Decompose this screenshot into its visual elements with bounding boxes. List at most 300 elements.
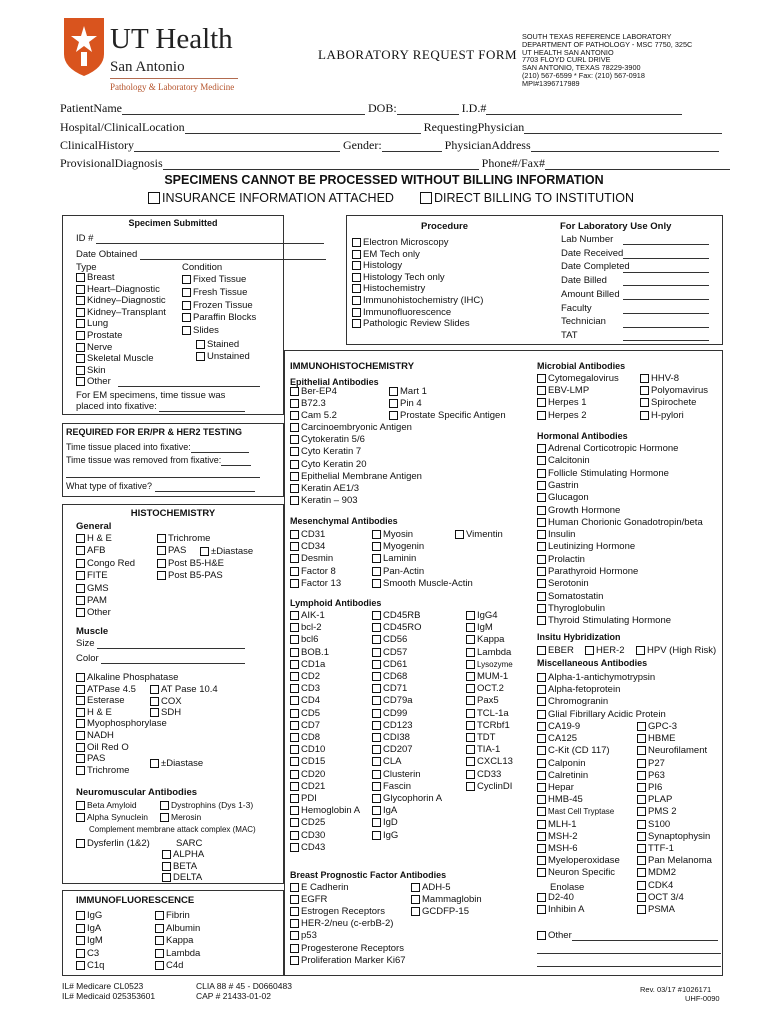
fascin-checkbox[interactable] [372, 781, 411, 792]
cd45ro-checkbox[interactable] [372, 622, 422, 633]
cd30-checkbox[interactable] [290, 830, 325, 841]
polyomavirus-checkbox[interactable] [640, 385, 708, 396]
cyclindi-label: CyclinDI [477, 780, 513, 792]
igg-checkbox[interactable] [372, 830, 398, 841]
slides-unstained-checkbox[interactable] [196, 351, 250, 362]
direct-billing-checkbox[interactable] [420, 191, 634, 205]
fixed-tissue-checkbox[interactable] [182, 274, 246, 285]
cd45rb-label: CD45RB [383, 610, 421, 621]
cdi38-checkbox[interactable] [372, 732, 410, 743]
alpha-synuclein-checkbox[interactable] [76, 812, 148, 823]
cd56-checkbox[interactable] [372, 634, 407, 645]
mlh-1-label: MLH-1 [548, 818, 577, 830]
cd1a-checkbox[interactable] [290, 659, 325, 670]
em-tech-only-checkbox[interactable] [352, 249, 420, 260]
histology-tech-only-checkbox[interactable] [352, 272, 445, 283]
inhibin-a-label: Inhibin A [548, 904, 585, 915]
hospital-field[interactable] [185, 122, 421, 134]
paraffin-blocks-label: Paraffin Blocks [193, 312, 257, 324]
pin-4-checkbox[interactable] [389, 398, 422, 409]
ttf-1-checkbox[interactable] [637, 843, 674, 854]
msh-2-checkbox[interactable] [537, 831, 578, 842]
cd21-checkbox[interactable] [290, 781, 325, 792]
cd3-checkbox[interactable] [290, 683, 320, 694]
iga-checkbox[interactable] [372, 805, 397, 816]
mum-1-checkbox[interactable] [466, 671, 508, 682]
bob-1-label: BOB.1 [301, 646, 329, 658]
address-line: DEPARTMENT OF PATHOLOGY - MSC 7750, 325C [522, 39, 693, 49]
hpv-label: HPV (High Risk) [647, 645, 717, 656]
erpr-placed-field[interactable] [191, 443, 249, 453]
footer-cap: CAP # 21433-01-02 [196, 991, 271, 1001]
billing-warning: SPECIMENS CANNOT BE PROCESSED WITHOUT BILLING INFORMATION [164, 173, 604, 187]
pathologic-review-slides-checkbox[interactable] [352, 318, 470, 329]
tat-field[interactable] [623, 331, 709, 341]
paraffin-blocks-checkbox[interactable] [182, 312, 256, 323]
skin-checkbox[interactable] [76, 365, 105, 376]
pdi-label: PDI [301, 793, 317, 804]
herpes-2-checkbox[interactable] [537, 410, 587, 421]
insulin-checkbox[interactable] [537, 529, 575, 540]
vimentin-checkbox[interactable] [455, 529, 503, 540]
histochemistry-checkbox[interactable] [352, 283, 425, 294]
gastrin-label: Gastrin [548, 479, 579, 491]
specimen-id-field[interactable] [96, 234, 324, 244]
ca125-checkbox[interactable] [537, 733, 577, 744]
synaptophysin-checkbox[interactable] [637, 831, 710, 842]
post-b5-pas-checkbox[interactable] [157, 570, 223, 581]
alkaline-phosphatase-checkbox[interactable] [76, 672, 178, 683]
keratin-903-checkbox[interactable] [290, 495, 358, 506]
ber-ep4-checkbox[interactable] [290, 386, 337, 397]
ca19-9-checkbox[interactable] [537, 721, 580, 732]
igg-checkbox[interactable] [76, 910, 102, 921]
smooth-muscle-actin-checkbox[interactable] [372, 578, 473, 589]
factor-13-checkbox[interactable] [290, 578, 341, 589]
nerve-checkbox[interactable] [76, 342, 112, 353]
igd-label: IgD [383, 817, 398, 829]
cd25-checkbox[interactable] [290, 817, 325, 828]
cdk4-checkbox[interactable] [637, 880, 673, 891]
immunohistochemistry-ihc-checkbox[interactable] [352, 295, 483, 306]
cd45rb-checkbox[interactable] [372, 610, 421, 621]
human-chorionic-gonadotropin-beta-checkbox[interactable] [537, 517, 703, 528]
cd99-label: CD99 [383, 707, 408, 719]
b72-3-checkbox[interactable] [290, 398, 326, 409]
ber-ep4-label: Ber-EP4 [301, 386, 337, 397]
post-b5-h-e-checkbox[interactable] [157, 558, 224, 569]
hmb-45-checkbox[interactable] [537, 794, 583, 805]
neuron-specific-checkbox[interactable] [537, 867, 615, 878]
beta-checkbox[interactable] [162, 861, 197, 872]
heart-diagnostic-checkbox[interactable] [76, 284, 160, 295]
cd10-checkbox[interactable] [290, 744, 325, 755]
lung-checkbox[interactable] [76, 318, 108, 329]
gms-checkbox[interactable] [76, 583, 109, 594]
glucagon-checkbox[interactable] [537, 492, 589, 503]
dystrophins-checkbox[interactable] [160, 800, 253, 811]
proliferation-marker-ki67-checkbox[interactable] [290, 955, 406, 966]
cd207-checkbox[interactable] [372, 744, 413, 755]
cd33-label: CD33 [477, 768, 502, 780]
cd15-checkbox[interactable] [290, 756, 325, 767]
myogenin-checkbox[interactable] [372, 541, 424, 552]
pan-melanoma-checkbox[interactable] [637, 855, 712, 866]
igg4-checkbox[interactable] [466, 610, 498, 621]
p53-label: p53 [301, 930, 317, 942]
trichrome-checkbox[interactable] [76, 765, 129, 776]
lambda-checkbox[interactable] [466, 647, 511, 658]
insurance-attached-checkbox[interactable] [148, 191, 394, 205]
cam-5-2-checkbox[interactable] [290, 410, 337, 421]
patient-name-field[interactable] [122, 103, 365, 115]
cd20-checkbox[interactable] [290, 769, 325, 780]
prolactin-label: Prolactin [548, 553, 585, 565]
oct-3-4-checkbox[interactable] [637, 892, 684, 903]
slides-checkbox[interactable] [182, 325, 219, 336]
color-line [76, 653, 245, 664]
parathyroid-hormone-checkbox[interactable] [537, 566, 638, 577]
cd123-checkbox[interactable] [372, 720, 413, 731]
faculty-field[interactable] [623, 304, 709, 314]
cyclindi-checkbox[interactable] [466, 781, 512, 792]
glial-fibrillary-acidic-protein-checkbox[interactable] [537, 709, 666, 720]
skeletal-muscle-checkbox[interactable] [76, 353, 154, 364]
muscle-pas-diastase-checkbox[interactable] [150, 758, 203, 769]
procedure-title: Procedure [421, 221, 468, 232]
cd2-label: CD2 [301, 671, 321, 682]
muscle-diastase-label: ±Diastase [161, 758, 204, 769]
carcinoembryonic-antigen-checkbox[interactable] [290, 422, 412, 433]
merosin-checkbox[interactable] [160, 812, 201, 823]
gastrin-checkbox[interactable] [537, 480, 579, 491]
immunofluorescence-label: Immunofluorescence [363, 306, 452, 318]
cd7-checkbox[interactable] [290, 720, 320, 731]
esterase-label: Esterase [87, 695, 125, 707]
fite-checkbox[interactable] [76, 570, 108, 581]
cox-checkbox[interactable] [150, 696, 182, 707]
cd2-checkbox[interactable] [290, 671, 320, 682]
lab-address [522, 33, 692, 88]
adh-5-checkbox[interactable] [411, 882, 451, 893]
trichrome-checkbox[interactable] [157, 533, 210, 544]
tcrbf1-checkbox[interactable] [466, 720, 510, 731]
synaptophysin-label: Synaptophysin [648, 830, 711, 842]
somatostatin-checkbox[interactable] [537, 591, 603, 602]
cd8-checkbox[interactable] [290, 732, 320, 743]
misc-other-field[interactable] [572, 931, 718, 941]
estrogen-receptors-checkbox[interactable] [290, 906, 385, 917]
tat-row [561, 330, 709, 341]
other-checkbox[interactable] [76, 607, 111, 618]
calponin-checkbox[interactable] [537, 758, 586, 769]
requesting-physician-field[interactable] [524, 122, 722, 134]
lab-number-field[interactable] [623, 235, 709, 245]
prostate-checkbox[interactable] [76, 330, 122, 341]
gcdfp-15-checkbox[interactable] [411, 906, 469, 917]
delta-checkbox[interactable] [162, 872, 202, 883]
alpha-1-antichymotrypsin-label: Alpha-1-antichymotrypsin [548, 672, 656, 683]
pdi-checkbox[interactable] [290, 793, 317, 804]
desmin-checkbox[interactable] [290, 553, 333, 564]
tcl-1a-checkbox[interactable] [466, 708, 509, 719]
s100-checkbox[interactable] [637, 819, 670, 830]
sdh-checkbox[interactable] [150, 707, 181, 718]
congo-red-checkbox[interactable] [76, 558, 135, 569]
neuron-specific-label: Neuron Specific [548, 867, 616, 879]
her2-ish-checkbox[interactable] [585, 645, 625, 656]
cytokeratin-5-6-checkbox[interactable] [290, 434, 365, 445]
thyroglobulin-label: Thyroglobulin [548, 602, 606, 614]
other-checkbox[interactable] [76, 376, 111, 387]
pan-actin-checkbox[interactable] [372, 566, 424, 577]
herpes-1-checkbox[interactable] [537, 397, 587, 408]
mart-1-checkbox[interactable] [389, 386, 427, 397]
ebv-lmp-label: EBV-LMP [548, 385, 590, 397]
lambda-checkbox[interactable] [155, 948, 200, 959]
p27-checkbox[interactable] [637, 758, 665, 769]
date-billed-row [561, 275, 709, 286]
physician-address-label: PhysicianAddress [444, 138, 531, 152]
date-obtained-field[interactable] [140, 250, 326, 260]
cd68-checkbox[interactable] [372, 671, 407, 682]
skeletal-muscle-label: Skeletal Muscle [87, 353, 154, 365]
other-type-line [118, 386, 260, 387]
color-field[interactable] [101, 654, 245, 664]
spirochete-checkbox[interactable] [640, 397, 696, 408]
slides-stained-checkbox[interactable] [196, 339, 239, 350]
atpase-4-5-checkbox[interactable] [76, 684, 136, 695]
c3-checkbox[interactable] [76, 948, 99, 959]
serotonin-checkbox[interactable] [537, 578, 589, 589]
h-pylori-checkbox[interactable] [640, 410, 684, 421]
oct-2-checkbox[interactable] [466, 683, 504, 694]
kappa-checkbox[interactable] [466, 634, 504, 645]
esterase-checkbox[interactable] [76, 695, 125, 706]
thyroglobulin-checkbox[interactable] [537, 603, 605, 614]
cytomegalovirus-checkbox[interactable] [537, 373, 619, 384]
growth-hormone-checkbox[interactable] [537, 505, 620, 516]
kidney-diagnostic-checkbox[interactable] [76, 295, 166, 306]
date-received-field[interactable] [623, 249, 709, 259]
aik-1-checkbox[interactable] [290, 610, 325, 621]
eber-checkbox[interactable] [537, 645, 574, 656]
specimen-id-label: ID # [76, 233, 94, 244]
cyto-keratin-7-checkbox[interactable] [290, 446, 361, 457]
hepar-checkbox[interactable] [537, 782, 574, 793]
physician-address-field[interactable] [531, 140, 719, 152]
clusterin-checkbox[interactable] [372, 769, 421, 780]
pan-melanoma-label: Pan Melanoma [648, 855, 712, 867]
myeloperoxidase-checkbox[interactable] [537, 855, 620, 866]
cd31-checkbox[interactable] [290, 529, 325, 540]
pan-actin-label: Pan-Actin [383, 565, 425, 577]
pas-checkbox[interactable] [157, 545, 186, 556]
mac-label: Complement membrane attack complex (MAC) [89, 825, 256, 834]
iga-label: IgA [383, 805, 398, 817]
kidney-transplant-checkbox[interactable] [76, 307, 166, 318]
cd4-checkbox[interactable] [290, 695, 320, 706]
alpha-fetoprotein-checkbox[interactable] [537, 684, 620, 695]
nadh-checkbox[interactable] [76, 730, 114, 741]
cla-checkbox[interactable] [372, 756, 401, 767]
calretinin-checkbox[interactable] [537, 770, 588, 781]
tia-1-checkbox[interactable] [466, 744, 500, 755]
msh-6-checkbox[interactable] [537, 843, 578, 854]
adrenal-corticotropic-hormone-checkbox[interactable] [537, 443, 678, 454]
glycophorin-a-checkbox[interactable] [372, 793, 442, 804]
c1q-checkbox[interactable] [76, 960, 104, 971]
cd99-checkbox[interactable] [372, 708, 407, 719]
pam-checkbox[interactable] [76, 595, 107, 606]
her-2-neu-c-erbb-2-checkbox[interactable] [290, 918, 393, 929]
h-e-label: H & E [87, 706, 112, 718]
dob-field[interactable] [397, 103, 459, 115]
iga-checkbox[interactable] [76, 923, 101, 934]
erpr-removed-field[interactable] [221, 456, 251, 466]
electron-microscopy-checkbox[interactable] [352, 237, 449, 248]
misc-other-checkbox[interactable] [537, 930, 718, 941]
hhv-8-checkbox[interactable] [640, 373, 679, 384]
h-e-checkbox[interactable] [76, 707, 112, 718]
leutinizing-hormone-checkbox[interactable] [537, 541, 635, 552]
histology-checkbox[interactable] [352, 260, 402, 271]
kappa-checkbox[interactable] [155, 935, 193, 946]
psma-checkbox[interactable] [637, 904, 675, 915]
alpha-checkbox[interactable] [162, 849, 204, 860]
oct-3-4-label: OCT 3/4 [648, 891, 684, 903]
diagnosis-field[interactable] [163, 158, 479, 170]
clinical-history-field[interactable] [134, 140, 340, 152]
erpr-fixative-field[interactable] [155, 482, 255, 492]
gpc-3-checkbox[interactable] [637, 721, 677, 732]
em-fixative-time-field[interactable] [159, 402, 245, 412]
cd5-checkbox[interactable] [290, 708, 320, 719]
id-field[interactable] [486, 103, 682, 115]
pi6-checkbox[interactable] [637, 782, 662, 793]
mast-cell-tryptase-label: Mast Cell Tryptase [548, 807, 615, 817]
dysferlin-checkbox[interactable] [76, 838, 150, 849]
inhibin-a-checkbox[interactable] [537, 904, 584, 915]
igm-checkbox[interactable] [466, 622, 493, 633]
hpv-checkbox[interactable] [636, 645, 716, 656]
misc-other-line-2 [537, 953, 721, 954]
pas-diastase-checkbox[interactable] [200, 546, 253, 557]
phone-fax-field[interactable] [545, 158, 730, 170]
tcrbf1-label: TCRbf1 [477, 719, 510, 731]
d2-40-checkbox[interactable] [537, 892, 574, 903]
fresh-tissue-checkbox[interactable] [182, 287, 247, 298]
mammaglobin-checkbox[interactable] [411, 894, 482, 905]
diagnosis-label: ProvisionalDiagnosis [60, 156, 163, 170]
pms-2-checkbox[interactable] [637, 806, 677, 817]
date-billed-field[interactable] [623, 276, 709, 286]
fibrin-checkbox[interactable] [155, 910, 190, 921]
size-field[interactable] [97, 639, 245, 649]
general-label: General [76, 521, 112, 532]
calcitonin-checkbox[interactable] [537, 455, 590, 466]
chromogranin-checkbox[interactable] [537, 696, 608, 707]
technician-field[interactable] [623, 318, 709, 328]
at-pase-10-4-checkbox[interactable] [150, 684, 218, 695]
frozen-tissue-checkbox[interactable] [182, 300, 253, 311]
factor-8-checkbox[interactable] [290, 566, 336, 577]
c4d-checkbox[interactable] [155, 960, 183, 971]
tdt-checkbox[interactable] [466, 732, 495, 743]
alpha-1-antichymotrypsin-checkbox[interactable] [537, 672, 655, 683]
mdm2-checkbox[interactable] [637, 867, 676, 878]
parathyroid-hormone-label: Parathyroid Hormone [548, 566, 639, 577]
plap-checkbox[interactable] [637, 794, 672, 805]
c-kit-cd-117-checkbox[interactable] [537, 745, 610, 756]
follicle-stimulating-hormone-checkbox[interactable] [537, 468, 669, 479]
laminin-checkbox[interactable] [372, 553, 416, 564]
cd71-checkbox[interactable] [372, 683, 407, 694]
myosin-checkbox[interactable] [372, 529, 413, 540]
cd43-checkbox[interactable] [290, 842, 325, 853]
pas-checkbox[interactable] [76, 753, 105, 764]
bob-1-checkbox[interactable] [290, 647, 329, 658]
myophosphorylase-checkbox[interactable] [76, 718, 167, 729]
p63-checkbox[interactable] [637, 770, 665, 781]
cd57-checkbox[interactable] [372, 647, 407, 658]
igm-checkbox[interactable] [76, 935, 103, 946]
cd61-checkbox[interactable] [372, 659, 407, 670]
prolactin-checkbox[interactable] [537, 554, 585, 565]
bcl6-checkbox[interactable] [290, 634, 318, 645]
h-e-checkbox[interactable] [76, 533, 112, 544]
neurofilament-checkbox[interactable] [637, 745, 707, 756]
oil-red-o-checkbox[interactable] [76, 742, 129, 753]
cxcl13-checkbox[interactable] [466, 756, 513, 767]
alkaline-phosphatase-label: Alkaline Phosphatase [87, 672, 179, 683]
mast-cell-tryptase-checkbox[interactable] [537, 806, 614, 817]
cyto-keratin-20-checkbox[interactable] [290, 459, 366, 470]
cytomegalovirus-label: Cytomegalovirus [548, 373, 619, 384]
bcl-2-checkbox[interactable] [290, 622, 322, 633]
pax5-checkbox[interactable] [466, 695, 499, 706]
keratin-903-label: Keratin – 903 [301, 495, 358, 507]
e-cadherin-checkbox[interactable] [290, 882, 349, 893]
cd34-checkbox[interactable] [290, 541, 325, 552]
date-completed-field[interactable] [623, 263, 709, 273]
progesterone-receptors-checkbox[interactable] [290, 943, 404, 954]
cd79a-checkbox[interactable] [372, 695, 413, 706]
amount-billed-field[interactable] [623, 290, 709, 300]
hemoglobin-a-checkbox[interactable] [290, 805, 360, 816]
cd33-checkbox[interactable] [466, 769, 501, 780]
igd-checkbox[interactable] [372, 817, 398, 828]
prostate-specific-antigen-checkbox[interactable] [389, 410, 506, 421]
hbme-checkbox[interactable] [637, 733, 675, 744]
breast-checkbox[interactable] [76, 272, 114, 283]
albumin-checkbox[interactable] [155, 923, 200, 934]
lysozyme-checkbox[interactable] [466, 659, 513, 670]
immunofluorescence-checkbox[interactable] [352, 307, 451, 318]
egfr-checkbox[interactable] [290, 894, 327, 905]
beta-amyloid-checkbox[interactable] [76, 800, 137, 811]
ebv-lmp-checkbox[interactable] [537, 385, 589, 396]
gender-field[interactable] [382, 140, 442, 152]
afb-checkbox[interactable] [76, 545, 105, 556]
faculty-label: Faculty [561, 302, 592, 314]
keratin-ae1-3-checkbox[interactable] [290, 483, 359, 494]
p53-checkbox[interactable] [290, 930, 317, 941]
mlh-1-checkbox[interactable] [537, 819, 577, 830]
thyroid-stimulating-hormone-checkbox[interactable] [537, 615, 671, 626]
erpr-placed-label: Time tissue placed into fixative: [66, 442, 191, 452]
epithelial-membrane-antigen-checkbox[interactable] [290, 471, 422, 482]
